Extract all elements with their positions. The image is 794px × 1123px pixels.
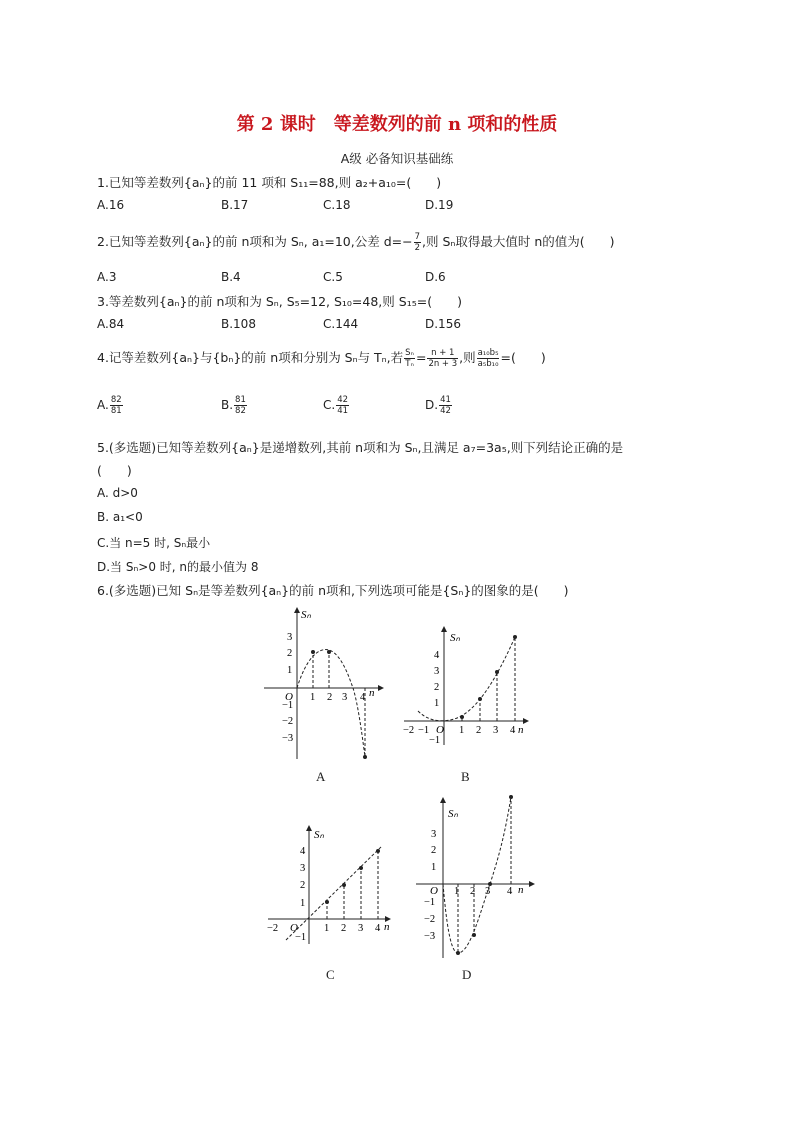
question-3-stem: 3.等差数列{aₙ}的前 n项和为 Sₙ, S₅=12, S₁₀=48,则 S₁₅=( ) <box>97 294 462 309</box>
fraction-denominator: a₅b₁₀ <box>477 359 499 369</box>
data-point <box>456 951 460 955</box>
question-2-stem <box>97 232 615 253</box>
data-point <box>376 849 380 853</box>
svg-text:−1: −1 <box>429 735 441 746</box>
data-point <box>509 795 513 799</box>
page-title: 第 2 课时 等差数列的前 n 项和的性质 <box>236 114 558 135</box>
svg-text:3: 3 <box>287 632 293 643</box>
question-4-fraction-target <box>477 348 500 369</box>
svg-text:3: 3 <box>431 829 437 840</box>
svg-text:−1: −1 <box>424 897 436 908</box>
data-point <box>488 882 492 886</box>
svg-text:1: 1 <box>459 725 465 736</box>
fraction-numerator: Sₙ <box>405 348 414 358</box>
svg-text:1: 1 <box>310 692 316 703</box>
graph-c-line <box>286 846 382 940</box>
data-point <box>327 650 331 654</box>
question-5-stem: 5.(多选题)已知等差数列{aₙ}是递增数列,其前 n项和为 Sₙ,且满足 a₇=3a₅,则下列结论正确的是 <box>97 440 624 455</box>
data-point <box>359 866 363 870</box>
question-2-stem-part2: ,则 Sₙ取得最大值时 n的值为( ) <box>422 234 615 249</box>
fraction-numerator: 42 <box>337 395 349 405</box>
x-tick-labels <box>403 725 516 736</box>
svg-text:−1: −1 <box>282 700 294 711</box>
svg-text:2: 2 <box>287 648 293 659</box>
fraction-denominator: 81 <box>110 406 122 416</box>
option-letter: C. <box>323 398 336 412</box>
graph-c <box>262 822 397 947</box>
svg-text:1: 1 <box>434 698 440 709</box>
fraction-numerator: 81 <box>235 395 246 405</box>
y-axis-label: Sₙ <box>450 632 460 644</box>
svg-text:1: 1 <box>454 886 460 897</box>
option-fraction <box>336 395 349 416</box>
svg-text:2: 2 <box>341 923 347 934</box>
svg-text:4: 4 <box>510 725 516 736</box>
graph-b <box>398 623 533 753</box>
x-axis-label: n <box>369 687 375 699</box>
x-axis-label: n <box>384 921 390 933</box>
data-point <box>363 755 367 759</box>
svg-text:3: 3 <box>342 692 348 703</box>
question-6-stem: 6.(多选题)已知 Sₙ是等差数列{aₙ}的前 n项和,下列选项可能是{Sₙ}的图象的是( ) <box>97 583 569 598</box>
fraction-denominator: 2n + 3 <box>428 359 458 369</box>
svg-text:3: 3 <box>485 886 491 897</box>
svg-text:2: 2 <box>327 692 333 703</box>
svg-text:2: 2 <box>431 845 437 856</box>
fraction-denominator: 82 <box>235 406 246 416</box>
origin-label: O <box>285 691 293 703</box>
question-4-stem-part3: =( ) <box>500 350 546 365</box>
svg-text:4: 4 <box>507 886 513 897</box>
graph-b-label: B <box>461 769 470 784</box>
option-fraction <box>439 395 452 416</box>
question-4-option-a[interactable] <box>97 395 124 416</box>
svg-text:4: 4 <box>300 846 306 857</box>
svg-text:−3: −3 <box>282 733 294 744</box>
origin-label: O <box>430 885 438 897</box>
question-4-stem-part2: ,则 <box>459 350 476 365</box>
svg-text:1: 1 <box>431 862 437 873</box>
question-3-option-a[interactable]: A.84 <box>97 317 125 331</box>
svg-text:−2: −2 <box>282 716 294 727</box>
data-point <box>495 670 499 674</box>
svg-text:−1: −1 <box>418 725 430 736</box>
fraction-numerator: 82 <box>110 395 122 405</box>
svg-text:−1: −1 <box>295 932 307 943</box>
svg-text:3: 3 <box>358 923 364 934</box>
question-1-option-c[interactable]: C.18 <box>323 198 351 212</box>
svg-text:−3: −3 <box>424 931 436 942</box>
svg-text:1: 1 <box>300 898 306 909</box>
question-2-fraction <box>414 232 421 253</box>
question-2-stem-part1: 2.已知等差数列{aₙ}的前 n项和为 Sₙ, a₁=10,公差 d=− <box>97 234 413 249</box>
question-2-option-c[interactable]: C.5 <box>323 270 343 284</box>
origin-label: O <box>436 724 444 736</box>
y-axis-label: Sₙ <box>448 808 458 820</box>
svg-text:3: 3 <box>300 863 306 874</box>
question-1-option-a[interactable]: A.16 <box>97 198 125 212</box>
x-axis-label: n <box>518 884 524 896</box>
svg-text:2: 2 <box>300 880 306 891</box>
fraction-denominator: 42 <box>440 406 451 416</box>
x-tick-labels <box>310 692 366 703</box>
question-5-option-c[interactable]: C.当 n=5 时, Sₙ最小 <box>97 536 211 550</box>
svg-text:1: 1 <box>287 665 293 676</box>
question-5-option-b[interactable]: B. a₁<0 <box>97 510 143 524</box>
svg-text:−2: −2 <box>424 914 436 925</box>
question-2-option-d[interactable]: D.6 <box>425 270 446 284</box>
section-heading: A级 必备知识基础练 <box>340 151 454 166</box>
graph-d-label: D <box>462 967 472 982</box>
data-point <box>311 650 315 654</box>
data-point <box>342 883 346 887</box>
data-point <box>478 697 482 701</box>
graph-c-label: C <box>326 967 335 982</box>
question-4-option-b[interactable] <box>221 395 248 416</box>
question-1-option-b[interactable]: B.17 <box>221 198 249 212</box>
svg-text:2: 2 <box>434 682 440 693</box>
question-2-option-a[interactable]: A.3 <box>97 270 117 284</box>
graph-a <box>258 604 388 769</box>
question-5-option-d[interactable]: D.当 Sₙ>0 时, n的最小值为 8 <box>97 560 259 574</box>
svg-text:3: 3 <box>434 666 440 677</box>
svg-text:4: 4 <box>375 923 381 934</box>
svg-text:2: 2 <box>470 886 476 897</box>
data-point <box>460 715 464 719</box>
question-3-option-c[interactable]: C.144 <box>323 317 359 331</box>
fraction-numerator: 41 <box>440 395 451 405</box>
origin-label: O <box>290 922 298 934</box>
data-point <box>513 635 517 639</box>
y-axis-label: Sₙ <box>314 829 324 841</box>
question-4-option-d[interactable] <box>425 395 453 416</box>
data-point <box>325 900 329 904</box>
option-fraction <box>110 395 123 416</box>
graph-d-curve <box>443 797 511 953</box>
question-3-option-d[interactable]: D.156 <box>425 317 461 331</box>
question-5-answer-blank: ( ) <box>97 463 132 478</box>
svg-text:2: 2 <box>476 725 482 736</box>
graph-b-curve <box>418 637 515 721</box>
graph-a-label: A <box>316 769 326 784</box>
question-2-option-b[interactable]: B.4 <box>221 270 241 284</box>
x-tick-labels <box>454 886 513 897</box>
fraction-denominator: Tₙ <box>405 359 414 369</box>
question-4-option-c[interactable] <box>323 395 350 416</box>
x-axis-label: n <box>518 724 524 736</box>
graph-a-curve <box>297 650 365 757</box>
fraction-numerator: 7 <box>414 232 421 242</box>
question-1-stem: 1.已知等差数列{aₙ}的前 11 项和 S₁₁=88,则 a₂+a₁₀=( ) <box>97 175 442 190</box>
x-tick-labels <box>267 923 381 934</box>
fraction-numerator: a₁₀b₅ <box>477 348 499 358</box>
question-4-fraction-s-over-t <box>404 348 415 369</box>
question-5-option-a[interactable]: A. d>0 <box>97 486 138 500</box>
question-4-fraction-ratio <box>427 348 458 369</box>
question-3-option-b[interactable]: B.108 <box>221 317 256 331</box>
equals-sign: = <box>415 350 427 365</box>
option-letter: D. <box>425 398 439 412</box>
svg-text:−2: −2 <box>267 923 279 934</box>
svg-text:−2: −2 <box>403 725 415 736</box>
y-axis-label: Sₙ <box>301 609 311 621</box>
data-point <box>472 933 476 937</box>
option-letter: B. <box>221 398 234 412</box>
fraction-denominator: 41 <box>337 406 349 416</box>
svg-text:4: 4 <box>434 650 440 661</box>
question-4-stem <box>97 348 546 369</box>
graph-d <box>410 793 540 963</box>
svg-text:3: 3 <box>493 725 499 736</box>
option-fraction <box>234 395 247 416</box>
fraction-numerator: n + 1 <box>427 348 458 359</box>
option-letter: A. <box>97 398 109 412</box>
svg-text:1: 1 <box>324 923 330 934</box>
fraction-denominator: 2 <box>414 243 421 253</box>
question-4-stem-part1: 4.记等差数列{aₙ}与{bₙ}的前 n项和分别为 Sₙ与 Tₙ,若 <box>97 350 404 365</box>
question-1-option-d[interactable]: D.19 <box>425 198 454 212</box>
svg-text:4: 4 <box>360 692 366 703</box>
